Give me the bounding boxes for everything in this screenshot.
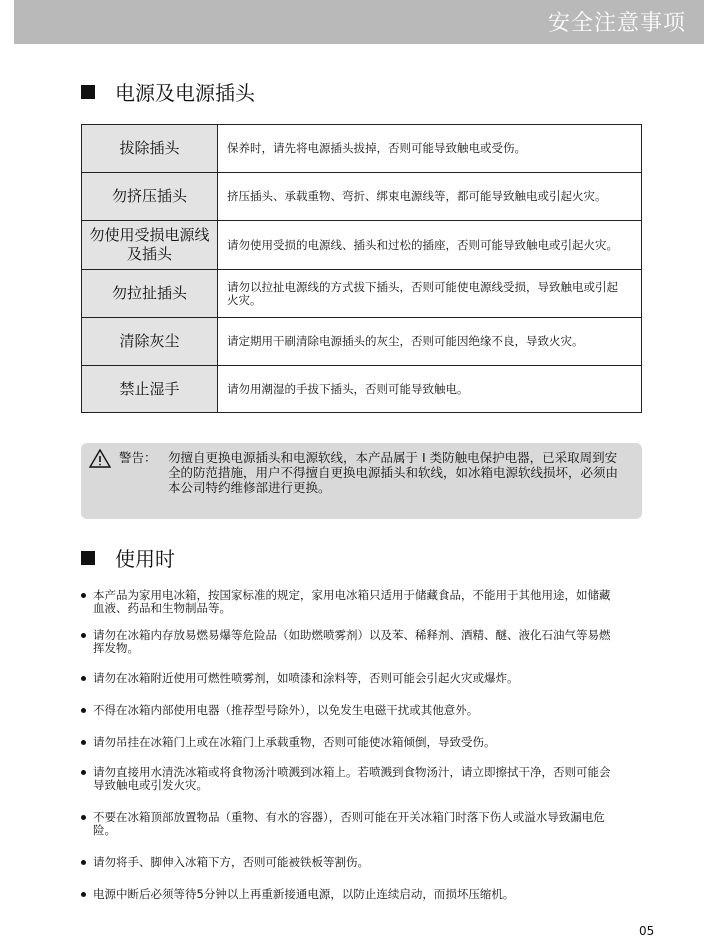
bullet-dot-icon [81,892,86,897]
bullet-dot-icon [81,708,86,713]
warning-text: 勿擅自更换电源插头和电源软线，本产品属于 I 类防触电保护电器，已采取周到安全的防范措施，用户不得擅自更换电源插头和软线，如冰箱电源软线损坏，必须由本公司特约维修部进行更换。 [168,450,619,495]
table-row [82,366,642,413]
list-item [80,589,618,615]
list-item-text: 请勿在冰箱内存放易燃易爆等危险品（如助燃喷雾剂）以及苯、稀释剂、酒精、醚、液化石油气等易燃挥发物。 [93,628,611,655]
list-item [80,856,618,869]
square-bullet-icon [81,551,95,565]
bullet-dot-icon [81,815,86,820]
list-item [80,704,618,717]
list-item [80,766,618,792]
list-item [80,736,618,749]
list-item-text: 请勿在冰箱附近使用可燃性喷雾剂，如喷漆和涂料等，否则可能会引起火灾或爆炸。 [93,671,519,685]
table-row [82,270,642,318]
list-item [80,888,618,901]
list-item-text: 电源中断后必须等待5分钟以上再重新接通电源，以防止连续启动，而损坏压缩机。 [93,887,515,901]
row-label: 禁止湿手 [82,366,218,413]
list-item-text: 请勿吊挂在冰箱门上或在冰箱门上承载重物，否则可能使冰箱倾倒，导致受伤。 [93,735,496,749]
row-label: 清除灰尘 [82,318,218,366]
row-label: 勿挤压插头 [82,173,218,221]
power-safety-table [81,124,642,413]
warning-label: 警告： [119,450,157,465]
row-text: 保养时，请先将电源插头拔掉，否则可能导致触电或受伤。 [218,125,642,173]
bullet-dot-icon [81,770,86,775]
list-item [80,672,618,685]
list-item-text: 不得在冰箱内部使用电器（推荐型号除外），以免发生电磁干扰或其他意外。 [93,703,479,717]
row-label: 勿拉扯插头 [82,270,218,318]
table-row [82,125,642,173]
list-item [80,629,618,655]
row-text: 请勿以拉扯电源线的方式拔下插头，否则可能使电源线受损，导致触电或引起火灾。 [218,270,642,318]
bullet-dot-icon [81,860,86,865]
row-text: 请定期用干刷清除电源插头的灰尘，否则可能因绝缘不良，导致火灾。 [218,318,642,366]
warning-box [81,443,642,519]
table-row [82,221,642,270]
list-item [80,811,618,837]
bullet-dot-icon [81,740,86,745]
row-text: 请勿使用受损的电源线、插头和过松的插座，否则可能导致触电或引起火灾。 [218,221,642,270]
table-row [82,318,642,366]
row-text: 请勿用潮湿的手拔下插头，否则可能导致触电。 [218,366,642,413]
power-section-title: 电源及电源插头 [115,81,255,105]
row-label: 勿使用受损电源线及插头 [82,221,218,270]
bullet-dot-icon [81,633,86,638]
usage-section-heading [81,543,175,572]
list-item-text: 请勿直接用水清洗冰箱或将食物汤汁喷溅到冰箱上。若喷溅到食物汤汁，请立即擦拭干净，否则可能会导致触电或引发火灾。 [93,765,611,792]
warning-triangle-icon [89,449,111,468]
power-section-heading [81,77,255,106]
row-text: 挤压插头、承载重物、弯折、绑束电源线等，都可能导致触电或引起火灾。 [218,173,642,221]
page-number: 05 [639,924,655,938]
row-label: 拔除插头 [82,125,218,173]
list-item-text: 请勿将手、脚伸入冰箱下方，否则可能被铁板等割伤。 [93,855,369,869]
list-item-text: 不要在冰箱顶部放置物品（重物、有水的容器），否则可能在开关冰箱门时落下伤人或溢水导致漏电危险。 [93,810,605,837]
table-row [82,173,642,221]
page-title: 安全注意事项 [547,11,686,36]
header-bar [14,0,704,44]
list-item-text: 本产品为家用电冰箱，按国家标准的规定，家用电冰箱只适用于储藏食品，不能用于其他用途，如储藏血液、药品和生物制品等。 [93,588,611,615]
square-bullet-icon [81,85,95,99]
bullet-dot-icon [81,676,86,681]
usage-section-title: 使用时 [115,547,175,571]
bullet-dot-icon [81,593,86,598]
